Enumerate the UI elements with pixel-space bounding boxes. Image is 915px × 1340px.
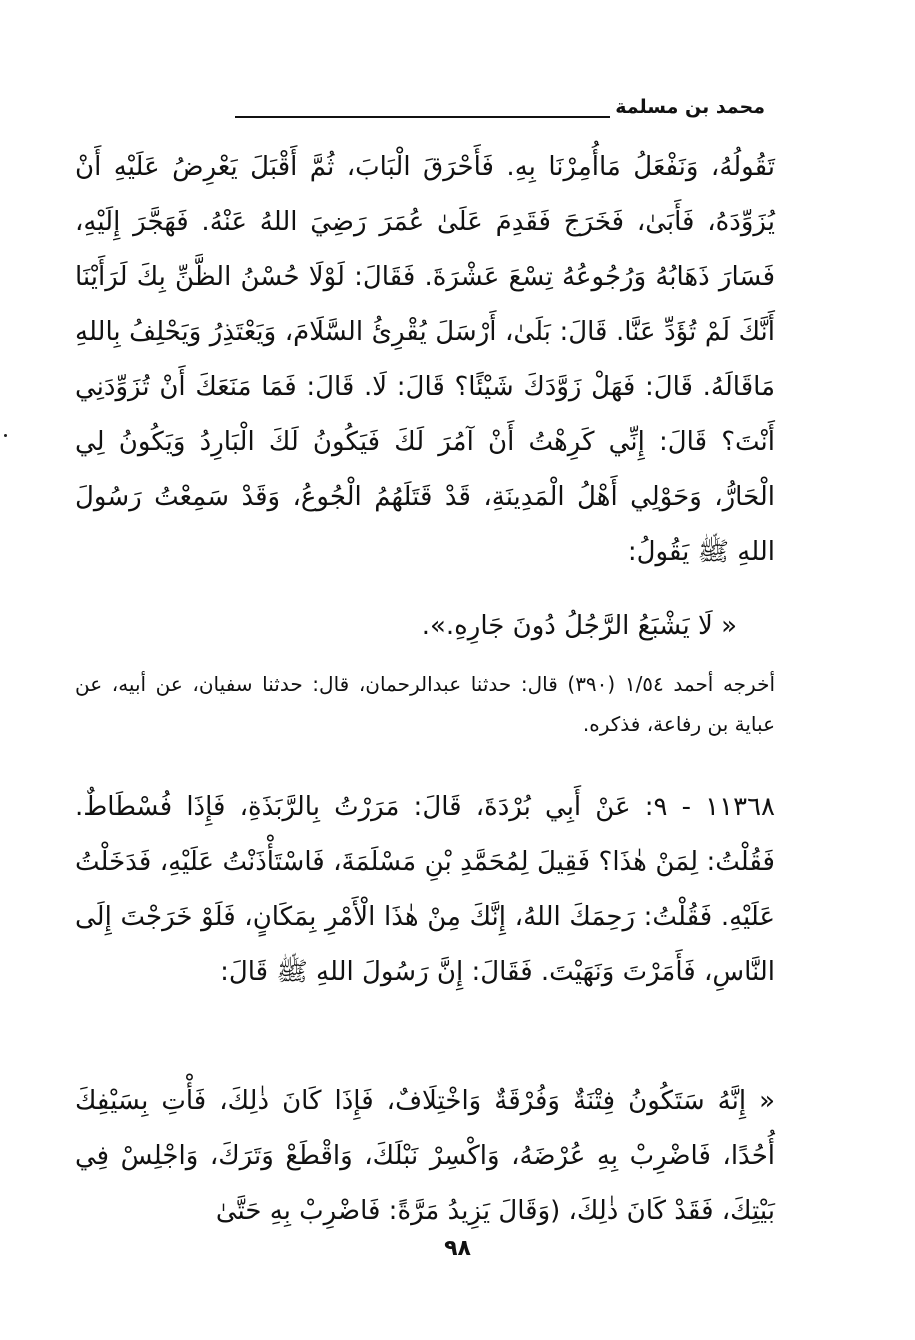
page-number: ٩٨ [444,1236,471,1261]
running-header [75,96,765,130]
paragraph-2: ١١٣٦٨ - ٩: عَنْ أَبِي بُرْدَةَ، قَالَ: مَرَرْتُ بِالرَّبَذَةِ، فَإِذَا فُسْطَاطٌ. فَقُلْتُ: لِمَنْ هٰذَا؟ فَقِيلَ لِمُحَمَّدِ بْنِ مَسْلَمَةَ، فَاسْتَأْذَنْتُ عَلَيْهِ، فَدَخَلْتُ عَلَيْهِ. فَقُلْتُ: رَحِمَكَ اللهُ، إِنَّكَ مِنْ هٰذَا الْأَمْرِ بِمَكَانٍ، فَلَوْ خَرَجْتَ إِلَى النَّاسِ، فَأَمَرْتَ وَنَهَيْتَ. فَقَالَ: إِنَّ رَسُولَ اللهِ ﷺ قَالَ: [75,792,775,987]
margin-speck [4,434,7,437]
header-rule [235,116,610,118]
hadith-quote-1: « لَا يَشْبَعُ الرَّجُلُ دُونَ جَارِهِ.». [421,611,737,641]
hadith-quote-2: « إِنَّهُ سَتَكُونُ فِتْنَةٌ وَفُرْقَةٌ وَاخْتِلَافٌ، فَإِذَا كَانَ ذٰلِكَ، فَأْتِ بِسَيْفِكَ أُحُدًا، فَاضْرِبْ بِهِ عُرْضَهُ، وَاكْسِرْ نَبْلَكَ، وَاقْطَعْ وَتَرَكَ، وَاجْلِسْ فِي بَيْتِكَ، فَقَدْ كَانَ ذٰلِكَ، (وَقَالَ يَزِيدُ مَرَّةً: فَاضْرِبْ بِهِ حَتَّىٰ [75,1086,775,1226]
running-title: محمد بن مسلمة [615,96,765,118]
takhrij-note: أخرجه أحمد ١/٥٤ (٣٩٠) قال: حدثنا عبدالرحمان، قال: حدثنا سفيان، عن أبيه، عن عباية بن رفاعة، فذكره. [75,672,775,736]
paragraph-1: تَقُولُهُ، وَنَفْعَلُ مَاأُمِرْنَا بِهِ. فَأَحْرَقَ الْبَابَ، ثُمَّ أَقْبَلَ يَعْرِضُ عَلَيْهِ أَنْ يُزَوِّدَهُ، فَأَبَىٰ، فَخَرَجَ فَقَدِمَ عَلَىٰ عُمَرَ رَضِيَ اللهُ عَنْهُ. فَهَجَّرَ إِلَيْهِ، فَسَارَ ذَهَابُهُ وَرُجُوعُهُ تِسْعَ عَشْرَةَ. فَقَالَ: لَوْلَا حُسْنُ الظَّنِّ بِكَ لَرَأَيْنَا أَنَّكَ لَمْ تُؤَدِّ عَنَّا. قَالَ: بَلَىٰ، أَرْسَلَ يُقْرِئُ السَّلَامَ، وَيَعْتَذِرُ وَيَحْلِفُ بِاللهِ مَاقَالَهُ. قَالَ: فَهَلْ زَوَّدَكَ شَيْئًا؟ قَالَ: لَا. قَالَ: فَمَا مَنَعَكَ أَنْ تُزَوِّدَنِي أَنْتَ؟ قَالَ: إِنِّي كَرِهْتُ أَنْ آمُرَ لَكَ فَيَكُونُ لَكَ الْبَارِدُ وَيَكُونُ لِي الْحَارُّ، وَحَوْلِي أَهْلُ الْمَدِينَةِ، قَدْ قَتَلَهُمُ الْجُوعُ، وَقَدْ سَمِعْتُ رَسُولَ اللهِ ﷺ يَقُولُ: [75,152,775,567]
